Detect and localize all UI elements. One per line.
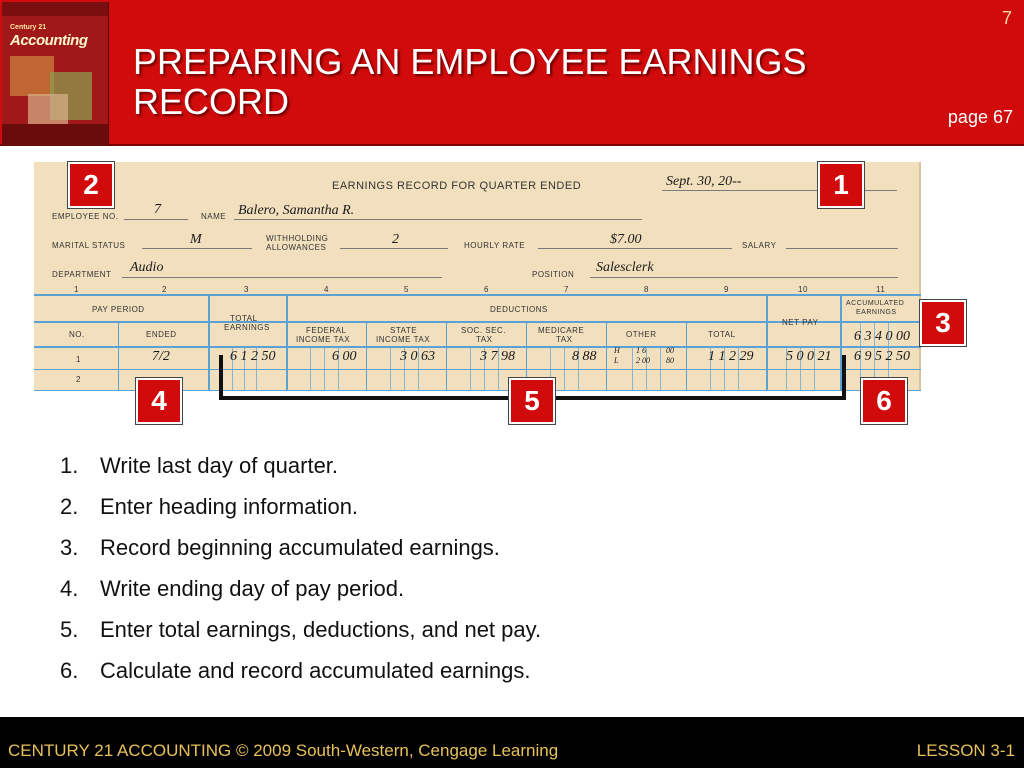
- row-1-soc-sec: 3 7 98: [480, 349, 515, 364]
- total-header: TOTAL: [708, 330, 736, 339]
- row-1-no: 1: [76, 355, 81, 364]
- net-pay-header: NET PAY: [782, 318, 819, 327]
- footer-lesson: LESSON 3-1: [916, 741, 1015, 760]
- state-income-tax-header: INCOME TAX: [376, 335, 431, 344]
- step-text: Write ending day of pay period.: [100, 576, 405, 601]
- soc-sec-tax-header: TAX: [476, 335, 493, 344]
- step-item: [60, 657, 541, 698]
- soc-sec-tax-header: SOC. SEC.: [461, 326, 506, 335]
- step-text: Enter total earnings, deductions, and net pay.: [100, 617, 542, 642]
- quarter-ended-value: Sept. 30, 20--: [666, 174, 742, 189]
- column-number: 6: [484, 285, 489, 294]
- column-number: 10: [798, 285, 808, 294]
- callout-1: 1: [818, 162, 864, 208]
- step-number: 2.: [60, 494, 79, 519]
- slide-number: 7: [1001, 8, 1012, 28]
- row-1-other-amount: 80: [666, 356, 674, 365]
- hourly-rate-label: HOURLY RATE: [464, 241, 526, 250]
- no-header: NO.: [69, 330, 85, 339]
- slide-header: [0, 0, 1024, 146]
- step-text: Enter heading information.: [100, 494, 359, 519]
- page-reference: page 67: [947, 107, 1013, 127]
- ended-header: ENDED: [146, 330, 177, 339]
- accumulated-earnings-header: ACCUMULATED: [846, 300, 905, 307]
- column-number: 9: [724, 285, 729, 294]
- beginning-accumulated-value: 6 3 4 0 00: [854, 329, 910, 344]
- row-1-net-pay: 5 0 0 21: [786, 349, 832, 364]
- employee-no-label: EMPLOYEE NO.: [52, 212, 119, 221]
- form-heading: EARNINGS RECORD FOR QUARTER ENDED: [332, 180, 582, 192]
- marital-status-label: MARITAL STATUS: [52, 241, 126, 250]
- row-1-ended: 7/2: [152, 349, 170, 364]
- medicare-tax-header: MEDICARE: [538, 326, 585, 335]
- step-text: Write last day of quarter.: [100, 453, 339, 478]
- step-item: [60, 452, 541, 493]
- column-number: 11: [876, 285, 886, 294]
- callout-6: 6: [861, 378, 907, 424]
- row-1-federal: 6 00: [332, 349, 357, 364]
- step-number: 5.: [60, 617, 79, 642]
- step-item: [60, 534, 541, 575]
- step-number: 1.: [60, 453, 79, 478]
- position-value: Salesclerk: [596, 260, 654, 275]
- state-income-tax-header: STATE: [390, 326, 418, 335]
- allowances-label: ALLOWANCES: [266, 243, 327, 252]
- column-number: 7: [564, 285, 569, 294]
- steps-list: [60, 452, 541, 698]
- column-number: 3: [244, 285, 249, 294]
- step-text: Calculate and record accumulated earnings.: [100, 658, 531, 683]
- callout-2: 2: [68, 162, 114, 208]
- federal-income-tax-header: FEDERAL: [306, 326, 347, 335]
- column-number: 2: [162, 285, 167, 294]
- row-1-other-code: L: [614, 356, 619, 365]
- total-earnings-header: TOTAL: [230, 314, 258, 323]
- earnings-record-form: [34, 162, 921, 391]
- position-label: POSITION: [532, 270, 575, 279]
- row-1-total: 1 1 2 29: [708, 349, 754, 364]
- step-item: [60, 493, 541, 534]
- hourly-rate-value: $7.00: [610, 232, 642, 247]
- row-1-other-amount: 2 00: [636, 356, 650, 365]
- callout-3: 3: [920, 300, 966, 346]
- total-earnings-header: EARNINGS: [224, 323, 270, 332]
- column-number: 1: [74, 285, 79, 294]
- row-1-total-earnings: 6 1 2 50: [230, 349, 276, 364]
- deductions-header: DEDUCTIONS: [490, 305, 548, 314]
- column-number: 5: [404, 285, 409, 294]
- name-value: Balero, Samantha R.: [238, 203, 355, 218]
- slide-title: PREPARING AN EMPLOYEE EARNINGS RECORD: [133, 41, 807, 122]
- row-1-medicare: 8 88: [572, 349, 597, 364]
- row-1-accumulated: 6 9 5 2 50: [854, 349, 910, 364]
- step-text: Record beginning accumulated earnings.: [100, 535, 500, 560]
- other-header: OTHER: [626, 330, 657, 339]
- book-series-text: Century 21: [10, 24, 47, 31]
- allowances-value: 2: [392, 232, 399, 247]
- department-label: DEPARTMENT: [52, 270, 112, 279]
- marital-status-value: M: [190, 232, 202, 247]
- step-number: 3.: [60, 535, 79, 560]
- medicare-tax-header: TAX: [556, 335, 573, 344]
- withholding-label: WITHHOLDING: [266, 234, 329, 243]
- step-item: [60, 616, 541, 657]
- department-value: Audio: [130, 260, 164, 275]
- row-1-other-code: H: [614, 346, 620, 355]
- employee-no-value: 7: [154, 202, 161, 217]
- row-1-state: 3 0 63: [400, 349, 435, 364]
- book-title-text: Accounting: [10, 32, 88, 49]
- column-number: 8: [644, 285, 649, 294]
- salary-label: SALARY: [742, 241, 777, 250]
- step-number: 6.: [60, 658, 79, 683]
- accumulated-earnings-header: EARNINGS: [856, 309, 897, 316]
- pay-period-header: PAY PERIOD: [92, 305, 145, 314]
- row-1-other-amount: 00: [666, 346, 674, 355]
- step-number: 4.: [60, 576, 79, 601]
- footer-copyright: CENTURY 21 ACCOUNTING © 2009 South-Western, Cengage Learning: [8, 741, 559, 760]
- callout-5: 5: [509, 378, 555, 424]
- callout-4: 4: [136, 378, 182, 424]
- row-2-no: 2: [76, 375, 81, 384]
- book-cover-image: [2, 2, 109, 146]
- federal-income-tax-header: INCOME TAX: [296, 335, 351, 344]
- row-1-other-amount: 1 6: [636, 346, 646, 355]
- name-label: NAME: [201, 212, 227, 221]
- slide-footer: [0, 717, 1024, 768]
- column-number: 4: [324, 285, 329, 294]
- step-item: [60, 575, 541, 616]
